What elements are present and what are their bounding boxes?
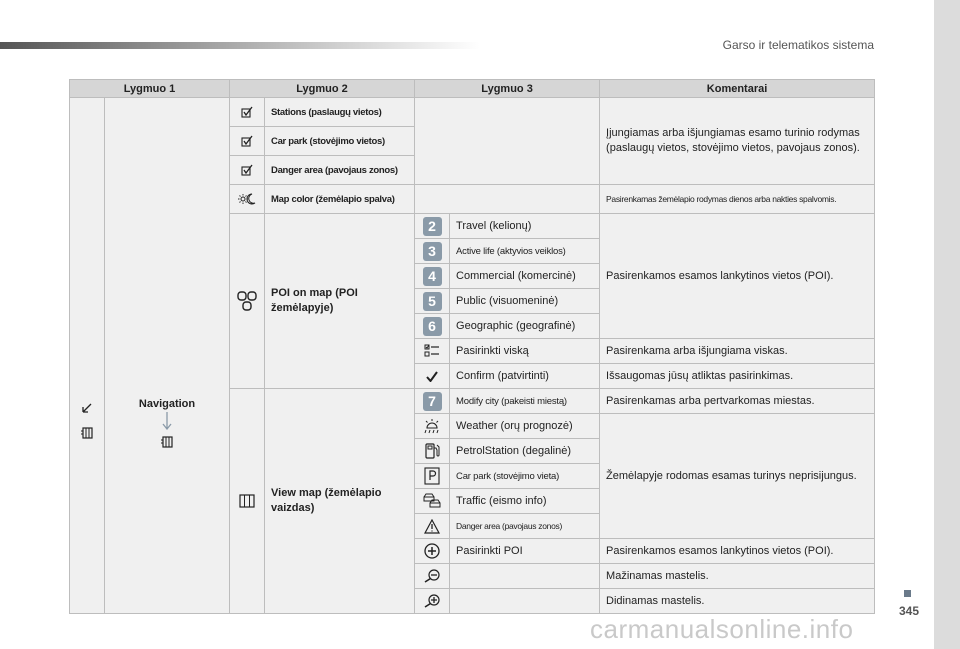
checkbox-icon-cell [230, 98, 265, 127]
header-decoration-bar [0, 42, 480, 49]
poi-geographic-label: Geographic (geografinė) [450, 314, 600, 339]
parking-icon-cell [415, 464, 450, 489]
header-title: Garso ir telematikos sistema [722, 38, 874, 52]
traffic-icon [423, 493, 441, 509]
step-badge: 7 [423, 392, 442, 411]
zoom-out-icon-cell [415, 564, 450, 589]
poi-number-cell [415, 264, 450, 289]
offline-comment: Žemėlapyje rodomas esamas turinys neprisijungus. [600, 414, 875, 539]
traffic-label: Traffic (eismo info) [450, 489, 600, 514]
map-color-comment: Pasirenkamas žemėlapio rodymas dienos arba nakties spalvomis. [600, 185, 875, 214]
select-all-icon [424, 344, 440, 358]
stations-label: Stations (paslaugų vietos) [265, 98, 415, 127]
zoom-in-comment: Didinamas mastelis. [600, 589, 875, 614]
select-poi-label: Pasirinkti POI [450, 539, 600, 564]
danger-area-2-label: Danger area (pavojaus zonos) [450, 514, 600, 539]
checkbox-icon-cell [230, 156, 265, 185]
zoom-in-icon [423, 594, 441, 608]
zoom-out-comment: Mažinamas mastelis. [600, 564, 875, 589]
poi-icon [236, 290, 258, 312]
checkmark-icon [426, 371, 438, 382]
danger-area-label: Danger area (pavojaus zonos) [265, 156, 415, 185]
select-all-label: Pasirinkti viską [450, 339, 600, 364]
zoom-out-empty [450, 564, 600, 589]
map-icon [80, 426, 94, 440]
day-night-icon-cell [230, 185, 265, 214]
poi-comment: Pasirenkamos esamos lankytinos vietos (POI). [600, 214, 875, 339]
poi-on-map-label: POI on map (POI žemėlapyje) [265, 214, 415, 389]
confirm-comment: Išsaugomas jūsų atliktas pasirinkimas. [600, 364, 875, 389]
weather-icon [423, 418, 441, 434]
header-level2: Lygmuo 2 [230, 80, 415, 98]
step-badge: 3 [423, 242, 442, 261]
warning-icon [424, 519, 440, 534]
select-poi-comment: Pasirenkamos esamos lankytinos vietos (POI). [600, 539, 875, 564]
car-park-2-label: Car park (stovėjimo vieta) [450, 464, 600, 489]
step-badge: 2 [423, 217, 442, 236]
page-number: 345 [899, 604, 920, 618]
zoom-in-empty [450, 589, 600, 614]
poi-number-cell [415, 239, 450, 264]
level3-empty-cell [415, 185, 600, 214]
header-comments: Komentarai [600, 80, 875, 98]
page-marker [904, 590, 911, 597]
map-color-label: Map color (žemėlapio spalva) [265, 185, 415, 214]
poi-public-label: Public (visuomeninė) [450, 289, 600, 314]
add-circle-icon [424, 543, 440, 559]
zoom-in-icon-cell [415, 589, 450, 614]
poi-number-cell [415, 314, 450, 339]
header-level3: Lygmuo 3 [415, 80, 600, 98]
day-night-icon [238, 193, 256, 205]
checkbox-icon-cell [230, 127, 265, 156]
poi-travel-label: Travel (kelionų) [450, 214, 600, 239]
poi-icon-cell [230, 214, 265, 389]
checkmark-icon-cell [415, 364, 450, 389]
table-row [70, 98, 875, 127]
petrol-icon-cell [415, 439, 450, 464]
confirm-label: Confirm (patvirtinti) [450, 364, 600, 389]
arrow-icon [81, 402, 93, 414]
step-badge: 4 [423, 267, 442, 286]
car-park-label: Car park (stovėjimo vietos) [265, 127, 415, 156]
modify-city-number-cell [415, 389, 450, 414]
zoom-out-icon [423, 569, 441, 583]
map-view-icon [239, 494, 255, 508]
header-level1: Lygmuo 1 [70, 80, 230, 98]
petrol-label: PetrolStation (degalinė) [450, 439, 600, 464]
arrow-down-icon [162, 412, 172, 430]
weather-icon-cell [415, 414, 450, 439]
page-side-strip [934, 0, 960, 649]
checkbox-icon [241, 135, 253, 147]
poi-commercial-label: Commercial (komercinė) [450, 264, 600, 289]
select-all-icon-cell [415, 339, 450, 364]
add-poi-icon-cell [415, 539, 450, 564]
level1-navigation-cell [105, 98, 230, 614]
poi-active-life-label: Active life (aktyvios veiklos) [450, 239, 600, 264]
select-all-comment: Pasirenkama arba išjungiama viskas. [600, 339, 875, 364]
step-badge: 5 [423, 292, 442, 311]
navigation-label: Navigation [138, 397, 196, 410]
toggle-comment: Įjungiamas arba išjungiamas esamo turinio rodymas (paslaugų vietos, stovėjimo vietos, pavojaus zonos). [600, 98, 875, 185]
traffic-icon-cell [415, 489, 450, 514]
map-icon [160, 435, 174, 449]
step-badge: 6 [423, 317, 442, 336]
level1-cell [70, 98, 105, 614]
checkbox-icon [241, 164, 253, 176]
watermark: carmanualsonline.info [590, 614, 854, 644]
parking-icon [424, 467, 440, 485]
table-header-row [70, 80, 875, 98]
warning-icon-cell [415, 514, 450, 539]
view-map-label: View map (žemėlapio vaizdas) [265, 389, 415, 614]
modify-city-label: Modify city (pakeisti miestą) [450, 389, 600, 414]
poi-number-cell [415, 289, 450, 314]
checkbox-icon [241, 106, 253, 118]
poi-number-cell [415, 214, 450, 239]
view-map-icon-cell [230, 389, 265, 614]
level3-empty-cell [415, 98, 600, 185]
petrol-station-icon [424, 442, 440, 460]
modify-city-comment: Pasirenkamas arba pertvarkomas miestas. [600, 389, 875, 414]
weather-label: Weather (orų prognozė) [450, 414, 600, 439]
navigation-menu-table [69, 79, 875, 614]
